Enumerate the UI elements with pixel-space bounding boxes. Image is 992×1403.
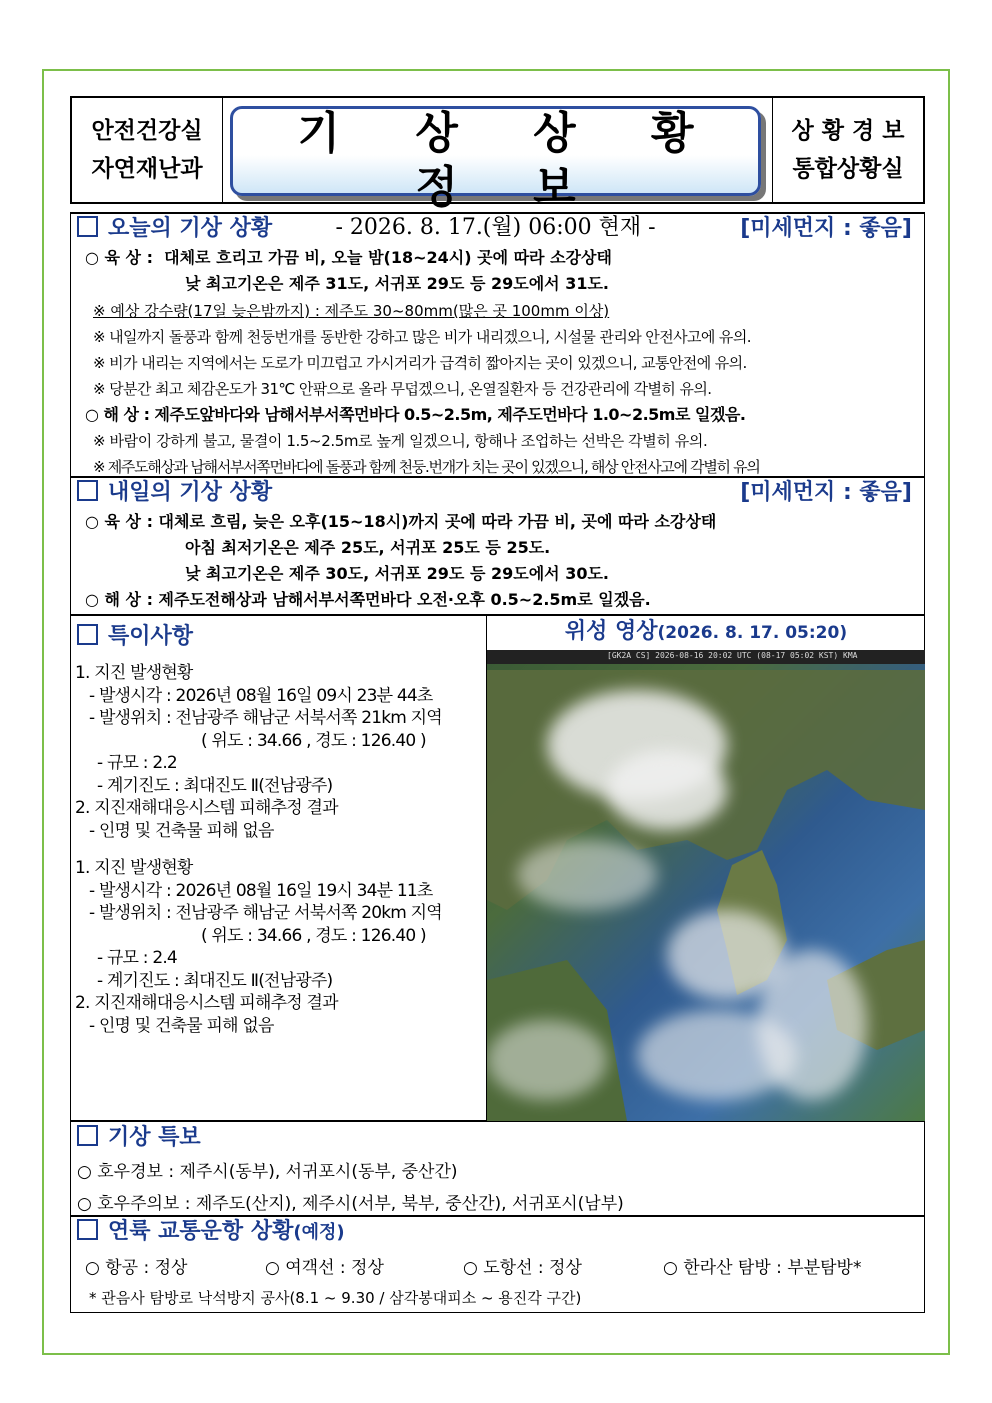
heavy-rain-advisory: ○ 호우주의보 : 제주도(산지), 제주시(서부, 북부, 중산간), 서귀포시(남부) — [77, 1194, 624, 1214]
department-box — [72, 98, 223, 202]
eq-intensity: - 계기진도 : 최대진도 Ⅱ(전남광주) — [97, 775, 333, 796]
eq-damage-heading: 2. 지진재해대응시스템 피해추정 결과 — [75, 993, 338, 1013]
office-box — [772, 98, 923, 202]
eq-damage: - 인명 및 건축물 피해 없음 — [89, 820, 274, 841]
fine-dust-status: [미세먼지 : 좋음] — [740, 480, 912, 505]
earthquake-report-2 — [75, 857, 483, 1037]
department-line2: 자연재난과 — [91, 156, 203, 182]
sea-forecast: ○ 해 상 : 제주도앞바다와 남해서부서쪽먼바다 0.5~2.5m, 제주도먼바다 1.0~2.5m로 일겠음. — [85, 405, 746, 424]
land-forecast-line2: 아침 최저기온은 제주 25도, 서귀포 25도 등 25도. — [185, 538, 551, 557]
fine-dust-status: [미세먼지 : 좋음] — [740, 216, 912, 241]
report-title: 기 상 상 황 정 보 — [297, 108, 724, 213]
sea-forecast: ○ 해 상 : 제주도전해상과 남해서부서쪽먼바다 오전·오후 0.5~2.5m로 일겠음. — [85, 590, 651, 609]
ferry-status: ○ 여객선 : 정상 — [265, 1258, 384, 1278]
section-title: 기상 특보 — [77, 1123, 201, 1153]
marine-safety-note: ※ 제주도해상과 남해서부서쪽먼바다에 돌풍과 함께 천둥.번개가 치는 곳이 있겠으니, 해상 안전사고에 각별히 유의 — [93, 458, 760, 476]
land-forecast-line2: 낮 최고기온은 제주 31도, 서귀포 29도 등 29도에서 31도. — [185, 274, 609, 293]
warnings-section — [70, 1121, 925, 1216]
checkbox-square-icon — [77, 1125, 98, 1146]
heavy-rain-warning: ○ 호우경보 : 제주시(동부), 서귀포시(동부, 중산간) — [77, 1162, 458, 1182]
department-line1: 안전건강실 — [91, 118, 203, 144]
hallasan-status: ○ 한라산 탐방 : 부분탐방* — [663, 1258, 862, 1278]
eq-heading: 1. 지진 발생현황 — [75, 858, 193, 878]
eq-location: - 발생위치 : 전남광주 해남군 서북서쪽 20km 지역 — [89, 903, 442, 923]
road-note: ※ 비가 내리는 지역에서는 도로가 미끄럽고 가시거리가 급격히 짧아지는 곳이 있겠으니, 교통안전에 유의. — [93, 354, 747, 372]
report-date: - 2026. 8. 17.(월) 06:00 현재 - — [335, 215, 656, 240]
eq-coordinates: ( 위도 : 34.66 , 경도 : 126.40 ) — [201, 730, 426, 751]
land-forecast-line3: 낮 최고기온은 제주 30도, 서귀포 29도 등 29도에서 30도. — [185, 564, 609, 583]
eq-damage-heading: 2. 지진재해대응시스템 피해추정 결과 — [75, 798, 338, 818]
satellite-caption: [GK2A CS] 2026-08-16 20:02 UTC (08-17 05:02 KST) KMA — [607, 651, 858, 660]
checkbox-square-icon — [77, 1219, 98, 1240]
eq-location: - 발생위치 : 전남광주 해남군 서북서쪽 21km 지역 — [89, 708, 442, 728]
trail-construction-note: * 관음사 탐방로 낙석방지 공사(8.1 ~ 9.30 / 삼각봉대피소 ~ 용진각 구간) — [89, 1289, 582, 1307]
checkbox-square-icon — [77, 480, 98, 501]
eq-time: - 발생시각 : 2026년 08월 16일 19시 34분 11초 — [89, 880, 433, 901]
air-status: ○ 항공 : 정상 — [85, 1258, 188, 1278]
title-box — [230, 106, 761, 240]
today-section — [70, 212, 925, 477]
earthquake-report-1 — [75, 662, 483, 842]
eq-heading: 1. 지진 발생현황 — [75, 663, 193, 683]
wave-note: ※ 바람이 강하게 불고, 물결이 1.5~2.5m로 높게 일겠으니, 항해나 조업하는 선박은 각별히 유의. — [93, 432, 708, 450]
rain-amount-note: ※ 예상 강수량(17일 늦은밤까지) : 제주도 30~80mm(많은 곳 100mm 이상) — [93, 302, 610, 320]
eq-magnitude: - 규모 : 2.4 — [97, 948, 177, 968]
checkbox-square-icon — [77, 624, 98, 645]
land-forecast-line1: ○ 육 상 : 대체로 흐리고 가끔 비, 오늘 밤(18~24시) 곳에 따라 소강상태 — [85, 248, 612, 267]
section-title: 내일의 기상 상황 — [77, 478, 272, 508]
special-section — [70, 615, 925, 1121]
eq-intensity: - 계기진도 : 최대진도 Ⅱ(전남광주) — [97, 970, 333, 991]
land-forecast-line1: ○ 육 상 : 대체로 흐림, 늦은 오후(15~18시)까지 곳에 따라 가끔 비, 곳에 따라 소강상태 — [85, 512, 717, 531]
office-line2: 통합상황실 — [792, 156, 904, 182]
eq-damage: - 인명 및 건축물 피해 없음 — [89, 1015, 274, 1036]
satellite-title: 위성 영상(2026. 8. 17. 05:20) — [564, 619, 848, 644]
section-title: 오늘의 기상 상황 — [77, 214, 272, 244]
office-line1: 상 황 경 보 — [791, 118, 905, 144]
section-title: 연륙 교통운항 상황(예정) — [77, 1217, 345, 1248]
section-title: 특이사항 — [77, 622, 193, 652]
eq-time: - 발생시각 : 2026년 08월 16일 09시 23분 44초 — [89, 685, 433, 706]
eq-magnitude: - 규모 : 2.2 — [97, 753, 177, 773]
satellite-image — [487, 650, 925, 1121]
thunder-note: ※ 내일까지 돌풍과 함께 천둥번개를 동반한 강하고 많은 비가 내리겠으니, 시설물 관리와 안전사고에 유의. — [93, 328, 751, 346]
traffic-section — [70, 1216, 925, 1313]
heat-note: ※ 당분간 최고 체감온도가 31℃ 안팎으로 올라 무덥겠으니, 온열질환자 등 건강관리에 각별히 유의. — [93, 380, 712, 398]
checkbox-square-icon — [77, 216, 98, 237]
eq-coordinates: ( 위도 : 34.66 , 경도 : 126.40 ) — [201, 925, 426, 946]
tomorrow-section — [70, 477, 925, 615]
island-ferry-status: ○ 도항선 : 정상 — [463, 1258, 582, 1278]
